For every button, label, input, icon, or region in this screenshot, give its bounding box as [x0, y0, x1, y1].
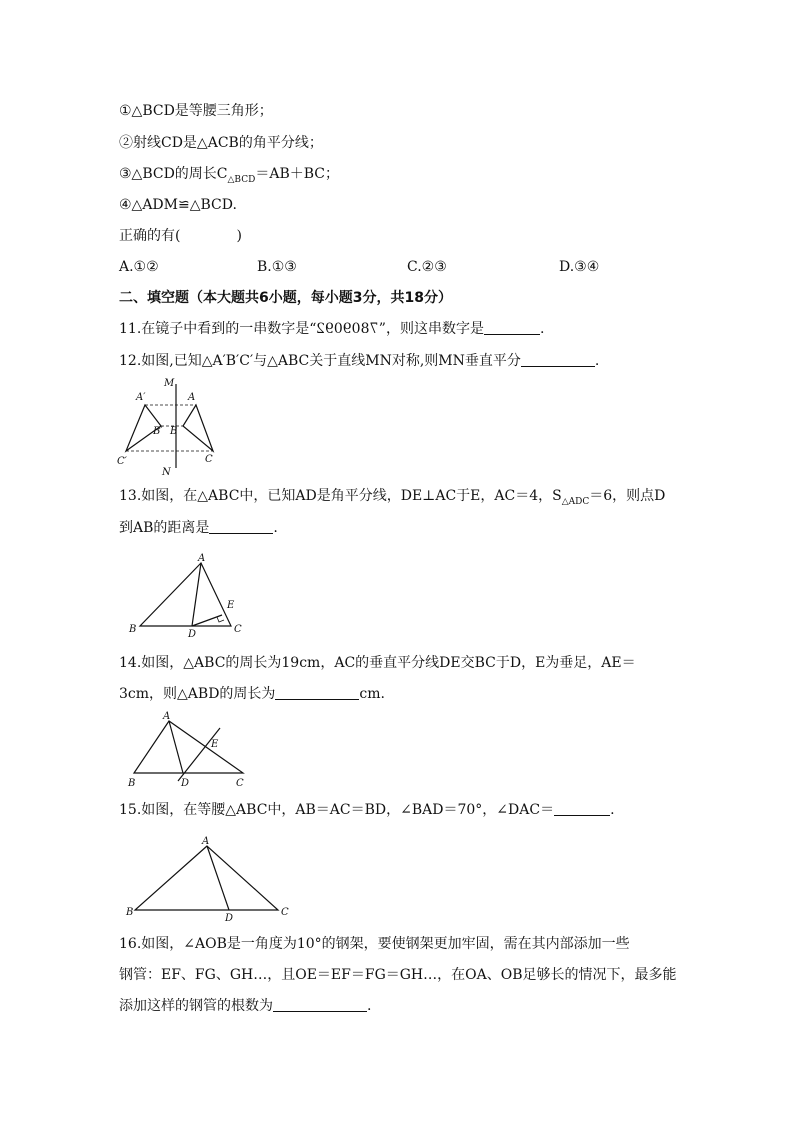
question-prompt: 正确的有( )	[119, 228, 242, 244]
label-a: A	[188, 392, 196, 403]
q15-answer-blank	[554, 801, 610, 816]
q14-line2-after: cm.	[359, 686, 385, 702]
label-a: A	[198, 553, 206, 564]
label-c1: C′	[117, 456, 127, 467]
q13-sub: △ADC	[561, 496, 590, 507]
label-n: N	[162, 467, 171, 478]
label-e: E	[211, 739, 219, 750]
q13-line1-after: ＝6，则点D	[589, 488, 666, 504]
option-d: D.③④	[559, 259, 600, 275]
question-12	[119, 351, 599, 371]
label-m: M	[164, 378, 175, 389]
q13-end: .	[273, 520, 278, 536]
q12-figure	[117, 378, 217, 478]
label-c: C	[205, 454, 213, 465]
label-e: E	[227, 600, 235, 611]
question-14-line-1: 14.如图，△ABC的周长为19cm，AC的垂直平分线DE交BC于D，E为垂足，AE＝	[119, 655, 636, 671]
statement-3	[119, 164, 339, 190]
statement-4: ④△ADM≌△BCD.	[119, 197, 237, 213]
statement-3-sub: △BCD	[227, 174, 256, 185]
label-a: A	[202, 836, 210, 847]
label-b: B	[128, 778, 136, 789]
q11-mirrored-digits: 7809092	[316, 321, 379, 337]
statement-2: ②射线CD是△ACB的角平分线；	[119, 135, 323, 151]
triangle-abc	[183, 405, 213, 451]
right-angle-mark	[217, 617, 224, 622]
label-a1: A′	[136, 392, 146, 403]
question-16-line-3	[119, 996, 371, 1016]
statement-3-prefix: ③△BCD的周长C	[119, 166, 228, 182]
label-c: C	[236, 778, 244, 789]
statement-1: ①△BCD是等腰三角形；	[119, 103, 273, 119]
q11-answer-blank	[484, 320, 540, 335]
q16-line3: 添加这样的钢管的根数为	[119, 998, 273, 1014]
question-13-line-2	[119, 518, 278, 538]
section-title: 二、填空题（本大题共6小题，每小题3分，共18分）	[119, 290, 452, 306]
label-d: D	[225, 913, 234, 924]
q13-figure	[128, 553, 248, 638]
triangle-abc	[134, 721, 243, 773]
q16-answer-blank	[273, 997, 367, 1012]
option-b: B.①③	[257, 259, 297, 275]
q15-end: .	[610, 802, 615, 818]
q13-line1-before: 13.如图，在△ABC中，已知AD是角平分线，DE⊥AC于E，AC＝4，S	[119, 488, 562, 504]
label-b: B	[126, 907, 134, 918]
question-16-line-2: 钢管：EF、FG、GH…，且OE＝EF＝FG＝GH…，在OA、OB足够长的情况下，最多能	[119, 967, 677, 983]
q16-end: .	[367, 998, 372, 1014]
option-a: A.①②	[119, 259, 159, 275]
q14-figure	[126, 707, 254, 792]
bisector-ad	[192, 563, 201, 626]
label-d: D	[188, 629, 197, 640]
statement-3-suffix: ＝AB＋BC；	[255, 166, 339, 182]
question-16-line-1: 16.如图，∠AOB是一角度为10°的钢架，要使钢架更加牢固，需在其内部添加一些	[119, 936, 630, 952]
q12-answer-blank	[521, 352, 595, 367]
perpendicular-de	[192, 615, 222, 626]
label-a: A	[163, 711, 171, 722]
question-13-line-1	[119, 486, 665, 512]
q11-before: 11.在镜子中看到的一串数字是“	[119, 321, 317, 337]
question-14-line-2	[119, 684, 385, 704]
q15-figure	[122, 834, 297, 924]
q13-line2: 到AB的距离是	[119, 520, 210, 536]
q14-answer-blank	[275, 685, 359, 700]
label-c: C	[234, 624, 242, 635]
label-b1: B′	[153, 426, 163, 437]
label-c: C	[281, 907, 289, 918]
question-15	[119, 800, 615, 820]
q12-text: 12.如图,已知△A′B′C′与△ABC关于直线MN对称,则MN垂直平分	[119, 353, 521, 369]
q11-end: .	[539, 321, 545, 337]
q13-answer-blank	[209, 519, 273, 534]
label-d: D	[181, 778, 190, 789]
triangle-abc	[135, 846, 278, 910]
label-b: B	[129, 624, 137, 635]
q12-end: .	[594, 353, 600, 369]
label-b: B	[170, 426, 178, 437]
question-11	[119, 319, 544, 339]
q15-text: 15.如图，在等腰△ABC中，AB＝AC＝BD，∠BAD＝70°，∠DAC＝	[119, 802, 555, 818]
q14-line2-before: 3cm，则△ABD的周长为	[119, 686, 276, 702]
q11-after: ”，则这串数字是	[378, 321, 484, 337]
option-c: C.②③	[407, 259, 447, 275]
